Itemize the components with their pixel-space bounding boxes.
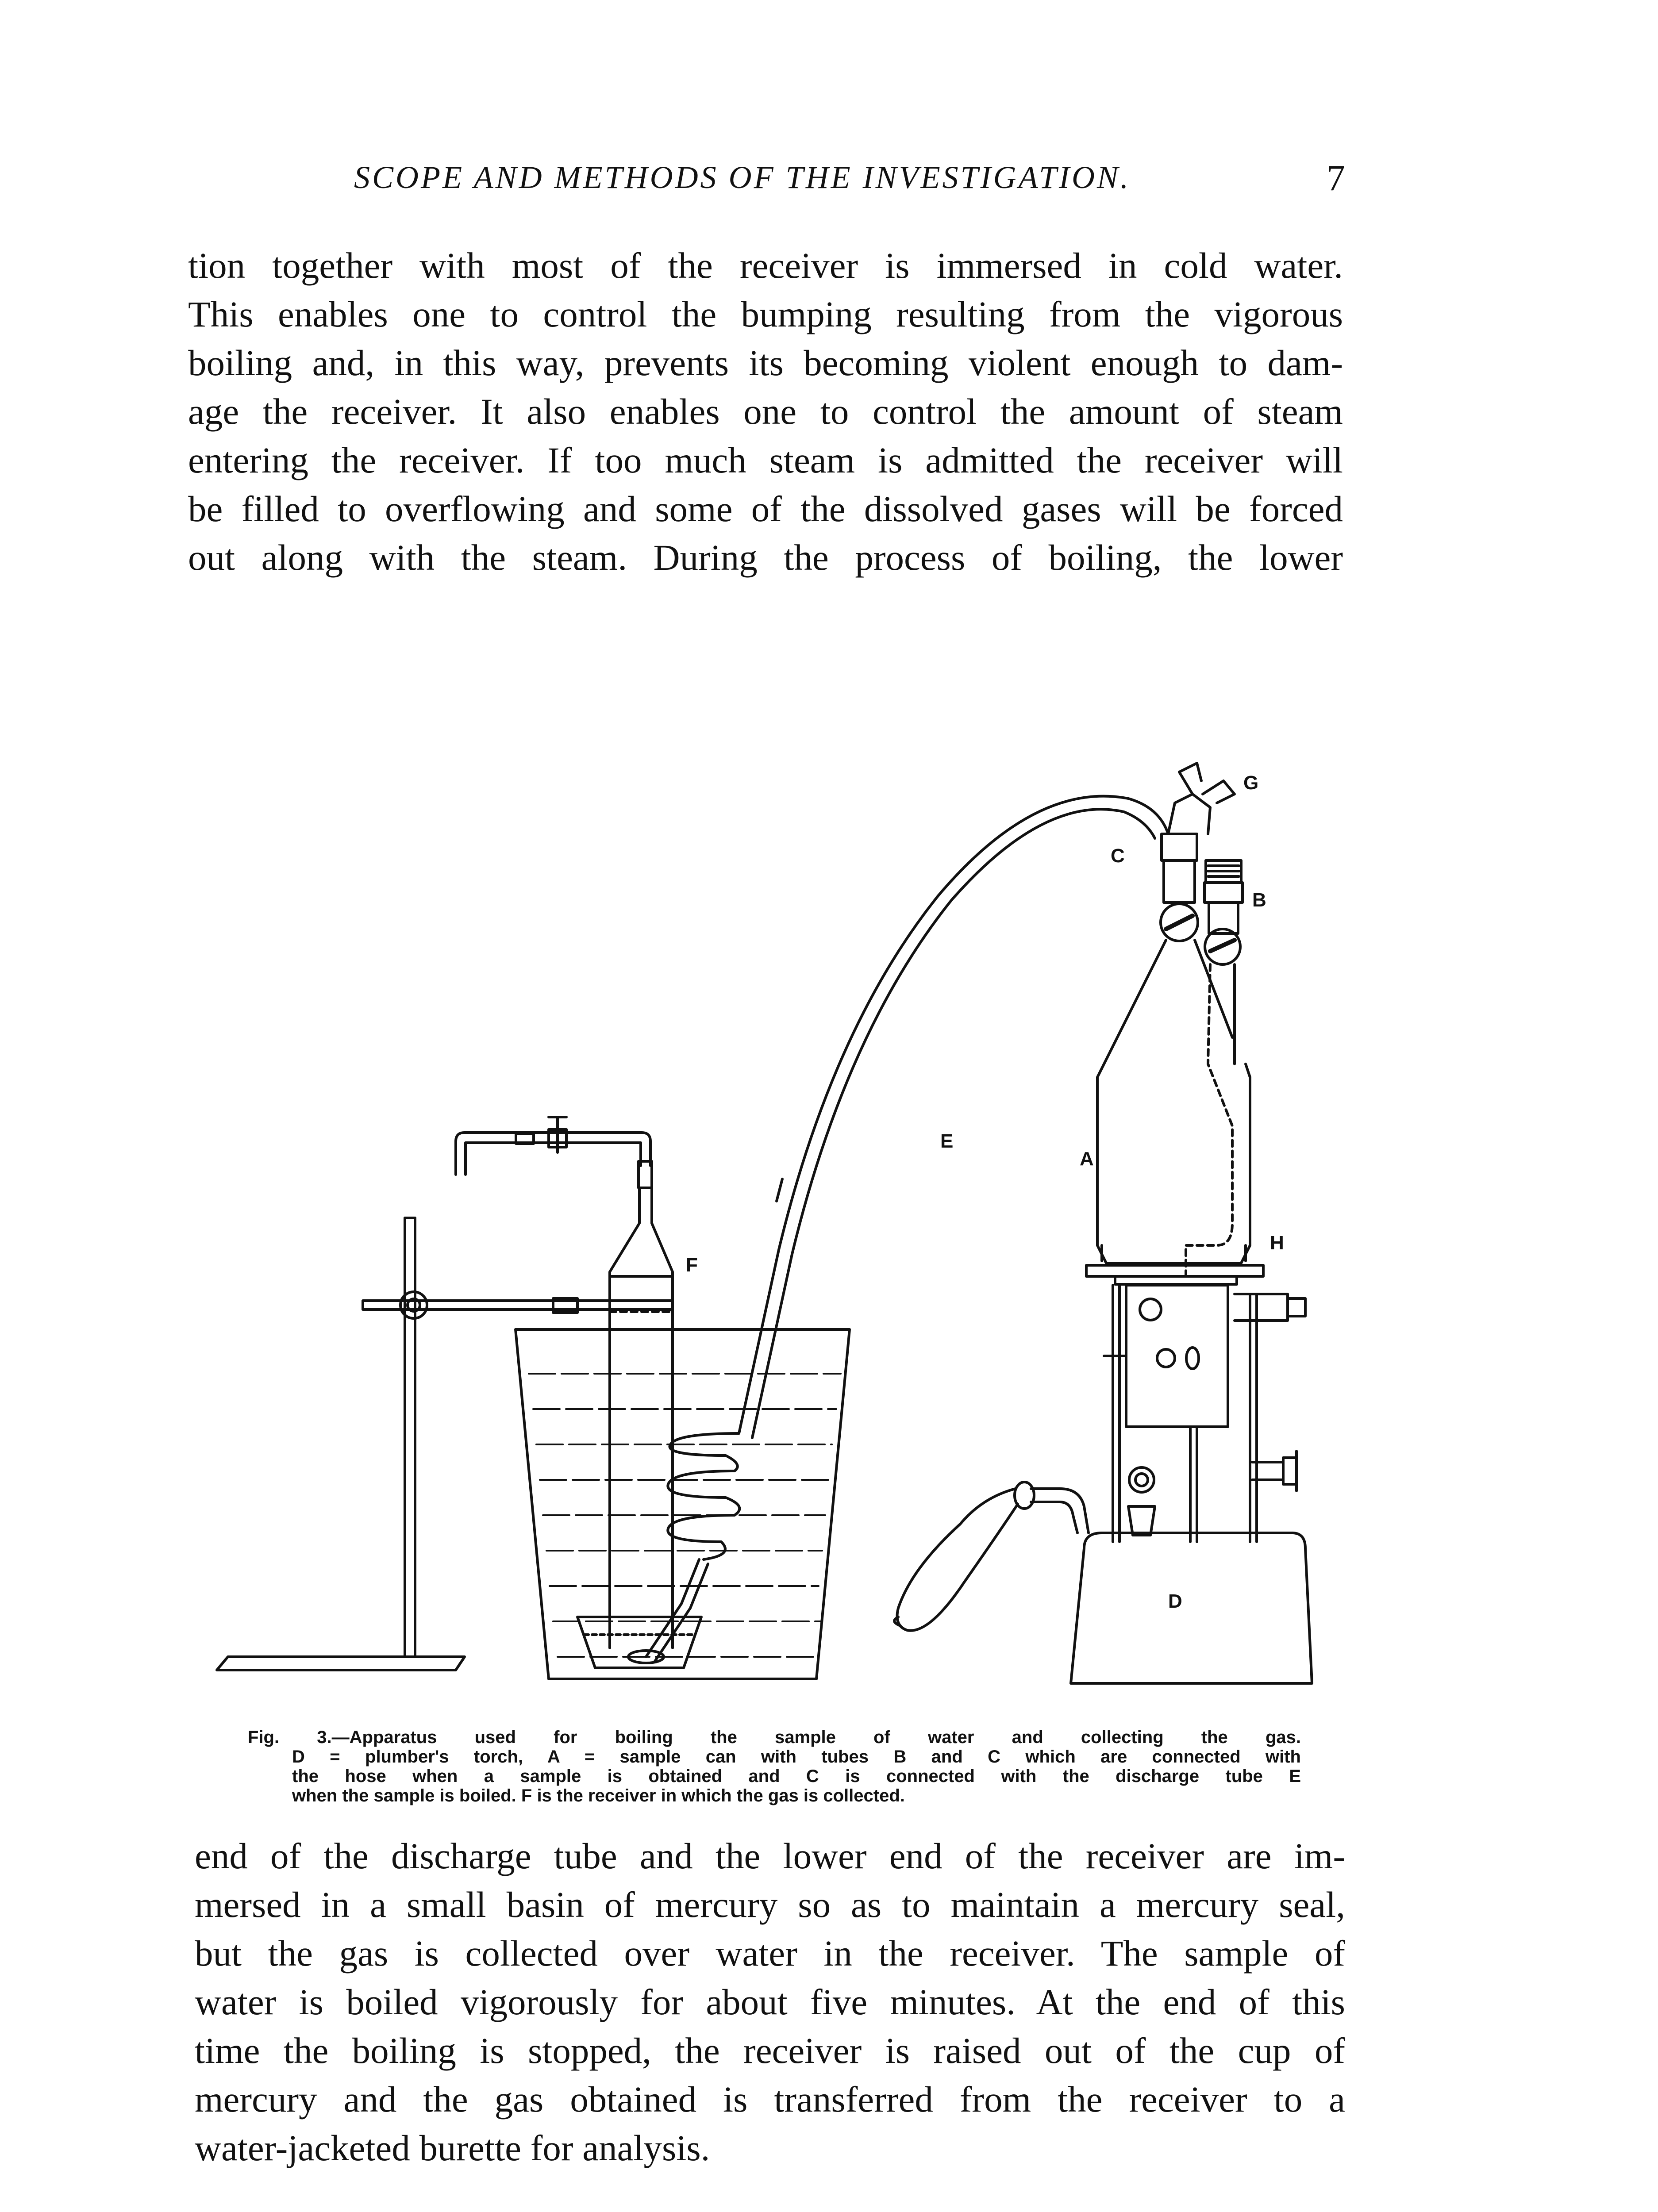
label-f: F <box>686 1254 698 1276</box>
running-head: SCOPE AND METHODS OF THE INVESTIGATION. <box>354 160 1131 195</box>
label-e: E <box>940 1130 954 1152</box>
caption-line: when the sample is boiled. F is the receiver in which the gas is collected. <box>292 1786 905 1805</box>
label-h: H <box>1270 1232 1284 1254</box>
caption-line: D = plumber's torch, A = sample can with tubes B and C which are connected with <box>292 1747 1301 1767</box>
label-a: A <box>1080 1148 1094 1170</box>
text-line: be filled to overflowing and some of the dissolved gases will be forced <box>188 488 1343 529</box>
receiver-f-drawing <box>456 1117 673 1648</box>
apparatus-figure <box>204 586 1345 1705</box>
text-line: but the gas is collected over water in the receiver. The sample of <box>195 1933 1345 1974</box>
text-line: time the boiling is stopped, the receiver is raised out of the cup of <box>195 2030 1345 2071</box>
text-line: tion together with most of the receiver is immersed in cold water. <box>188 245 1343 286</box>
sample-can-a-drawing <box>1097 904 1250 1263</box>
paragraph-top <box>188 241 1343 582</box>
text-line: age the receiver. It also enables one to control the amount of steam <box>188 391 1343 432</box>
text-line: This enables one to control the bumping resulting from the vigorous <box>188 294 1343 334</box>
label-g: G <box>1243 772 1259 794</box>
label-d: D <box>1168 1590 1182 1612</box>
page-number: 7 <box>1327 157 1345 199</box>
text-line: mersed in a small basin of mercury so as to maintain a mercury seal, <box>195 1884 1345 1925</box>
caption-line: Fig. 3.—Apparatus used for boiling the sample of water and collecting the gas. <box>248 1728 1301 1747</box>
text-line: boiling and, in this way, prevents its becoming violent enough to dam- <box>188 342 1343 383</box>
plumbers-torch-d-drawing <box>894 1265 1312 1683</box>
text-line: out along with the steam. During the process of boiling, the lower <box>188 537 1343 578</box>
figure-caption <box>248 1728 1301 1805</box>
caption-line: the hose when a sample is obtained and C is connected with the discharge tube E <box>292 1767 1301 1786</box>
paragraph-bottom <box>195 1832 1345 2172</box>
text-line: water-jacketed burette for analysis. <box>195 2128 710 2168</box>
discharge-tube-e-drawing <box>646 796 1168 1661</box>
page-header <box>354 159 1345 208</box>
text-line: water is boiled vigorously for about five minutes. At the end of this <box>195 1982 1345 2022</box>
tube-b-drawing <box>1186 860 1243 1276</box>
water-bath-drawing <box>515 1329 850 1679</box>
text-line: mercury and the gas obtained is transferred from the receiver to a <box>195 2079 1345 2120</box>
label-c: C <box>1111 845 1125 867</box>
label-b: B <box>1252 889 1266 911</box>
text-line: entering the receiver. If too much steam is admitted the receiver will <box>188 440 1343 480</box>
text-line: end of the discharge tube and the lower end of the receiver are im- <box>195 1836 1345 1876</box>
